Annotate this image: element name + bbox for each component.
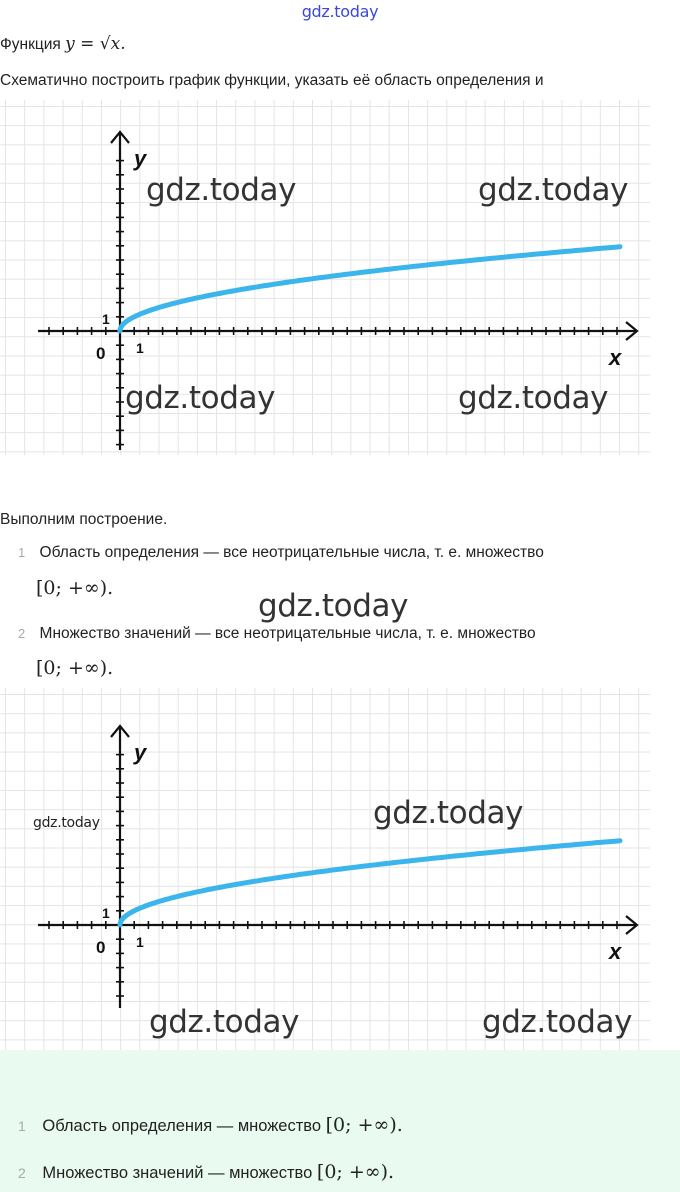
answer-set: [0; +∞). bbox=[316, 1161, 395, 1183]
solution-set-1: [0; +∞). bbox=[36, 577, 114, 599]
answer-box bbox=[0, 1050, 680, 1192]
list-text: Область определения — множество bbox=[42, 1117, 322, 1135]
solution-set-2: [0; +∞). bbox=[36, 657, 114, 679]
answer-item-2 bbox=[18, 1161, 394, 1183]
unit-y-label: 1 bbox=[102, 311, 110, 327]
graph-2-svg bbox=[0, 688, 650, 1050]
list-text: Множество значений — все неотрицательные числа, т. е. множество bbox=[39, 625, 536, 642]
graph-1 bbox=[0, 100, 650, 455]
graph-2 bbox=[0, 688, 650, 1050]
answer-set: [0; +∞). bbox=[325, 1114, 403, 1136]
watermark: gdz.today bbox=[458, 380, 609, 416]
list-number: 2 bbox=[18, 626, 26, 641]
x-axis-label: x bbox=[609, 345, 622, 370]
x-axis-label: x bbox=[609, 939, 622, 964]
solution-intro: Выполним построение. bbox=[0, 511, 168, 528]
y-axis-label: y bbox=[134, 146, 147, 171]
answer-item-1 bbox=[18, 1114, 403, 1136]
watermark: gdz.today bbox=[125, 380, 276, 416]
list-number: 1 bbox=[18, 1118, 26, 1134]
watermark: gdz.today bbox=[149, 1004, 300, 1040]
task-instruction: Схематично построить график функции, указать её область определения и bbox=[0, 72, 544, 89]
watermark: gdz.today bbox=[146, 172, 297, 208]
solution-item-2 bbox=[18, 625, 536, 643]
list-number: 1 bbox=[18, 545, 26, 560]
watermark: gdz.today bbox=[258, 588, 409, 624]
watermark: gdz.today bbox=[478, 172, 629, 208]
task-function-line bbox=[0, 34, 126, 54]
unit-x-label: 1 bbox=[136, 340, 144, 356]
unit-x-label: 1 bbox=[136, 934, 144, 950]
watermark: gdz.today bbox=[373, 795, 524, 831]
list-text: Множество значений — множество bbox=[42, 1164, 313, 1182]
function-formula: y = √x. bbox=[65, 34, 126, 54]
watermark: gdz.today bbox=[482, 1004, 633, 1040]
y-axis-label: y bbox=[134, 740, 147, 765]
origin-label: 0 bbox=[96, 344, 106, 363]
sqrt-curve bbox=[120, 247, 620, 331]
unit-y-label: 1 bbox=[102, 905, 110, 921]
list-number: 2 bbox=[18, 1165, 26, 1181]
function-label: Функция bbox=[0, 36, 61, 53]
watermark: gdz.today bbox=[33, 815, 100, 831]
sqrt-curve bbox=[120, 841, 620, 925]
solution-item-1 bbox=[18, 544, 544, 562]
site-logo[interactable]: gdz.today bbox=[301, 2, 379, 21]
origin-label: 0 bbox=[96, 938, 106, 957]
list-text: Область определения — все неотрицательные числа, т. е. множество bbox=[39, 544, 544, 561]
